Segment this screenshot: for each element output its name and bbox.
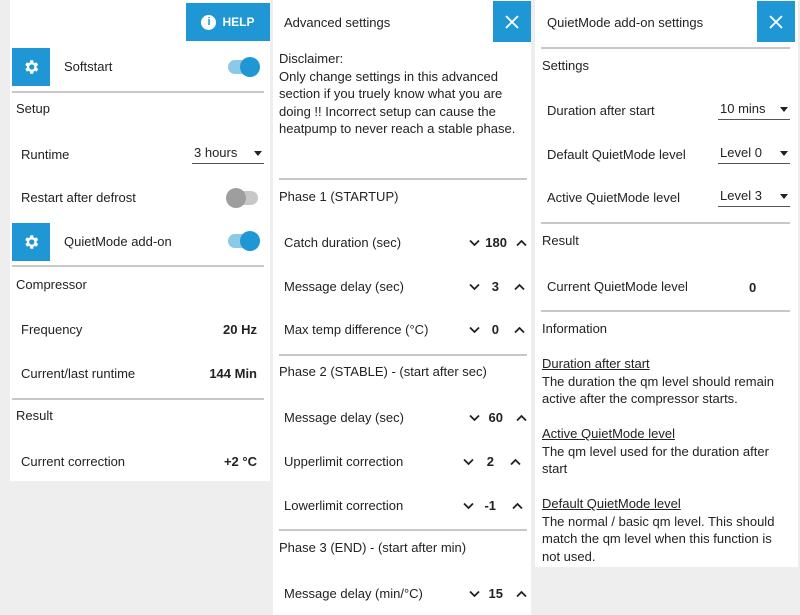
gear-icon xyxy=(22,233,40,251)
frequency-label: Frequency xyxy=(21,322,83,337)
increase-msg-delay2-button[interactable] xyxy=(516,410,527,425)
phase1-title: Phase 1 (STARTUP) xyxy=(279,189,399,204)
info-icon: i xyxy=(201,15,216,30)
softstart-panel xyxy=(10,0,270,481)
current-level-value: 0 xyxy=(749,280,757,295)
info-duration-title: Duration after start xyxy=(542,356,650,371)
info-duration: Duration after start The duration the qm level should remain active after the compressor starts. xyxy=(542,355,792,408)
catch-duration-label: Catch duration (sec) xyxy=(284,235,402,250)
info-active-level: Active QuietMode level The qm level used for the duration after start xyxy=(542,425,792,478)
increase-msg-delay1-button[interactable] xyxy=(514,279,525,294)
upper-label: Upperlimit correction xyxy=(284,454,404,469)
increase-msg-delay3-button[interactable] xyxy=(516,586,527,601)
catch-duration-value: 180 xyxy=(485,235,507,250)
chevron-up-icon xyxy=(516,590,527,598)
info-default-title: Default QuietMode level xyxy=(542,496,681,511)
runtime-select[interactable]: 3 hours xyxy=(192,145,264,164)
chevron-down-icon xyxy=(469,590,480,598)
result-title: Result xyxy=(16,408,53,423)
advanced-settings-panel xyxy=(273,0,531,615)
upper-value: 2 xyxy=(486,454,494,469)
chevron-down-icon xyxy=(469,326,480,334)
chevron-down-icon xyxy=(780,151,788,156)
gear-icon xyxy=(22,58,40,76)
max-temp-value: 0 xyxy=(491,322,499,337)
chevron-up-icon xyxy=(516,414,527,422)
chevron-down-icon xyxy=(469,414,480,422)
frequency-value: 20 Hz xyxy=(223,322,257,337)
increase-max-temp-button[interactable] xyxy=(514,322,525,337)
lower-value: -1 xyxy=(484,498,496,513)
softstart-toggle[interactable] xyxy=(228,60,258,74)
chevron-down-icon xyxy=(463,458,474,466)
restart-toggle[interactable] xyxy=(228,191,258,205)
advanced-title: Advanced settings xyxy=(284,15,391,30)
duration-select[interactable]: 10 mins xyxy=(718,101,790,120)
msg-delay2-value: 60 xyxy=(488,410,503,425)
softstart-settings-button[interactable] xyxy=(12,48,50,86)
runtime-label: Runtime xyxy=(21,147,70,162)
increase-upper-button[interactable] xyxy=(510,454,521,469)
chevron-up-icon xyxy=(516,239,527,247)
help-label: HELP xyxy=(222,15,255,29)
information-title: Information xyxy=(542,321,608,336)
decrease-msg-delay2-button[interactable] xyxy=(469,410,480,425)
info-active-title: Active QuietMode level xyxy=(542,426,675,441)
increase-catch-button[interactable] xyxy=(516,235,527,250)
chevron-down-icon xyxy=(463,502,474,510)
decrease-lower-button[interactable] xyxy=(463,498,474,513)
msg-delay3-label: Message delay (min/°C) xyxy=(284,586,423,601)
close-advanced-button[interactable] xyxy=(493,1,531,42)
lower-label: Lowerlimit correction xyxy=(284,498,404,513)
runtime-last-label: Current/last runtime xyxy=(21,366,136,381)
runtime-last-value: 144 Min xyxy=(209,366,257,381)
msg-delay1-value: 3 xyxy=(491,279,499,294)
current-level-label: Current QuietMode level xyxy=(547,279,688,294)
settings-title: Settings xyxy=(542,58,589,73)
disclaimer: Disclaimer: Only change settings in this advanced section if you truely know what you are doing !! Incorrect setup can cause the heatpump to never reach a stable phase. xyxy=(279,51,516,136)
chevron-down-icon xyxy=(254,151,262,156)
active-level-label: Active QuietMode level xyxy=(547,190,680,205)
decrease-max-temp-button[interactable] xyxy=(469,322,480,337)
softstart-label: Softstart xyxy=(64,59,113,74)
chevron-down-icon xyxy=(780,194,788,199)
info-default-level: Default QuietMode level The normal / basic qm level. This should match the qm level when this function is not used. xyxy=(542,495,792,565)
chevron-up-icon xyxy=(514,326,525,334)
quietmode-settings-panel xyxy=(535,0,798,567)
msg-delay1-label: Message delay (sec) xyxy=(284,279,404,294)
msg-delay2-label: Message delay (sec) xyxy=(284,410,404,425)
correction-label: Current correction xyxy=(21,454,126,469)
decrease-msg-delay3-button[interactable] xyxy=(469,586,480,601)
restart-label: Restart after defrost xyxy=(21,190,136,205)
qm-result-title: Result xyxy=(542,233,579,248)
phase3-title: Phase 3 (END) - (start after min) xyxy=(279,540,467,555)
default-level-select[interactable]: Level 0 xyxy=(718,145,790,164)
chevron-down-icon xyxy=(469,283,480,291)
close-icon xyxy=(505,15,519,29)
quietmode-settings-button[interactable] xyxy=(12,223,50,261)
chevron-up-icon xyxy=(514,283,525,291)
max-temp-label: Max temp difference (°C) xyxy=(284,322,429,337)
decrease-upper-button[interactable] xyxy=(463,454,474,469)
increase-lower-button[interactable] xyxy=(512,498,523,513)
compressor-title: Compressor xyxy=(16,277,87,292)
quietmode-label: QuietMode add-on xyxy=(64,234,172,249)
chevron-down-icon xyxy=(469,239,480,247)
close-quietmode-button[interactable] xyxy=(757,1,795,42)
chevron-up-icon xyxy=(512,502,523,510)
decrease-catch-button[interactable] xyxy=(469,235,480,250)
chevron-down-icon xyxy=(780,107,788,112)
quietmode-panel-title: QuietMode add-on settings xyxy=(547,15,704,30)
active-level-select[interactable]: Level 3 xyxy=(718,188,790,207)
phase2-title: Phase 2 (STABLE) - (start after sec) xyxy=(279,364,487,379)
quietmode-toggle[interactable] xyxy=(228,234,258,248)
duration-label: Duration after start xyxy=(547,103,655,118)
correction-value: +2 °C xyxy=(223,454,257,469)
default-level-label: Default QuietMode level xyxy=(547,147,686,162)
setup-title: Setup xyxy=(16,101,50,116)
close-icon xyxy=(769,15,783,29)
decrease-msg-delay1-button[interactable] xyxy=(469,279,480,294)
msg-delay3-value: 15 xyxy=(488,586,503,601)
chevron-up-icon xyxy=(510,458,521,466)
help-button[interactable] xyxy=(186,3,270,41)
